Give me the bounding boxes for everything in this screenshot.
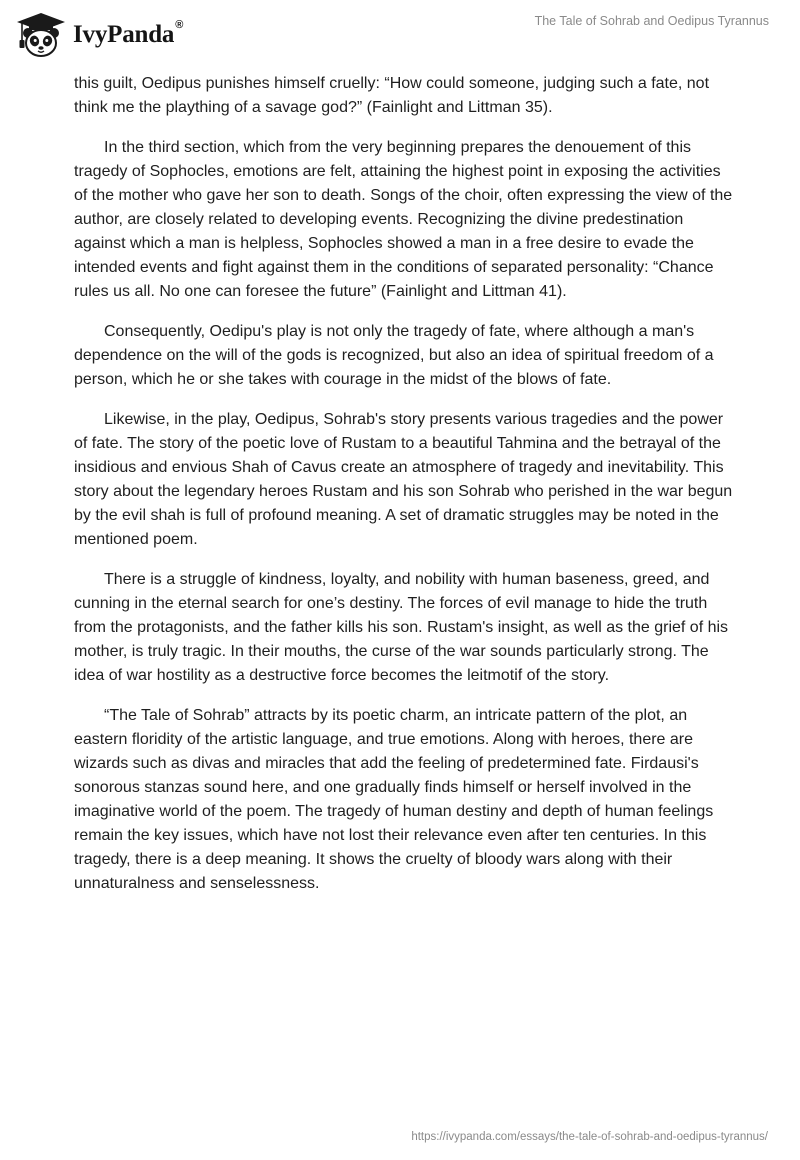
page-header [0, 0, 800, 68]
paragraph: Consequently, Oedipu's play is not only the tragedy of fate, where although a man's dependence on the will of the gods is recognized, but also an idea of spiritual freedom of a person, which he or she takes with courage in the midst of the blows of fate. [74, 323, 714, 388]
registered-mark: ® [175, 19, 184, 31]
paragraph: Likewise, in the play, Oedipus, Sohrab's story presents various tragedies and the power of fate. The story of the poetic love of Rustam to a beautiful Tahmina and the betrayal of the insidious and envious Shah of Cavus create an atmosphere of tragedy and inevitability. This story about the legendary heroes Rustam and his son Sohrab who perished in the war begun by the evil shah is full of profound meaning. A set of dramatic struggles may be noted in the mentioned poem. [74, 411, 733, 548]
paragraph: In the third section, which from the very beginning prepares the denouement of this tragedy of Sophocles, emotions are felt, attaining the highest point in exposing the activities of the mother who gave her son to death. Songs of the choir, often expressing the view of the author, are closely related to developing events. Recognizing the divine predestination against which a man is helpless, Sophocles showed a man in a free desire to evade the intended events and fight against them in the conditions of separated personality: “Chance rules us all. No one can foresee the future” (Fainlight and Littman 41). [74, 139, 733, 300]
paragraph: this guilt, Oedipus punishes himself cruelly: “How could someone, judging such a fate, not think me the plaything of a savage god?” (Fainlight and Littman 35). [74, 75, 710, 116]
paragraph: “The Tale of Sohrab” attracts by its poetic charm, an intricate pattern of the plot, an eastern floridity of the artistic language, and true emotions. Along with heroes, there are wizards such as divas and miracles that add the feeling of predetermined fate. Firdausi's sonorous stanzas sound here, and one gradually finds himself or herself involved in the imaginative world of the poem. The tragedy of human destiny and depth of human feelings remain the key issues, which have not lost their relevance even after ten centuries. In this tragedy, there is a deep meaning. It shows the cruelty of bloody wars along with their unnaturalness and senselessness. [74, 707, 714, 892]
essay-body [74, 72, 734, 912]
brand-logo[interactable] [15, 10, 183, 60]
brand-name: IvyPanda® [73, 19, 184, 48]
document-title: The Tale of Sohrab and Oedipus Tyrannus [534, 14, 769, 28]
paragraph: There is a struggle of kindness, loyalty, and nobility with human baseness, greed, and cunning in the eternal search for one’s destiny. The forces of evil manage to hide the truth from the protagonists, and the father kills his son. Rustam's insight, as well as the grief of his mother, is truly tragic. In their mouths, the curse of the war sounds particularly strong. The idea of war hostility as a destructive force becomes the leitmotif of the story. [74, 571, 729, 684]
panda-graduate-icon [15, 11, 67, 59]
source-url-link[interactable]: https://ivypanda.com/essays/the-tale-of-sohrab-and-oedipus-tyrannus/ [411, 1131, 768, 1143]
